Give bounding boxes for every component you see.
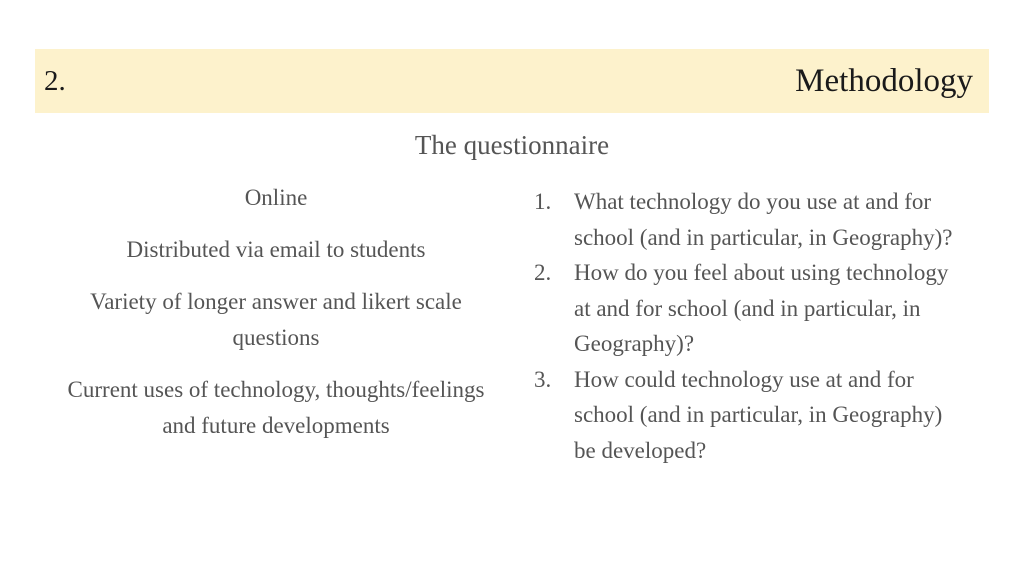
question-item [526,184,966,255]
method-point: Distributed via email to students [126,237,426,262]
question-item [526,255,966,362]
question-text: How do you feel about using technology at and for school (and in particular, in Geography)? [574,260,949,356]
section-header-bar [35,49,989,113]
method-point: Variety of longer answer and likert scale questions [90,289,462,350]
method-points-list [66,180,486,460]
question-item [526,362,966,469]
question-text: What technology do you use at and for school (and in particular, in Geography)? [574,189,953,250]
section-title: Methodology [795,63,973,99]
question-text: How could technology use at and for school (and in particular, in Geography) be developed? [574,366,943,463]
slide-subtitle: The questionnaire [414,130,610,160]
questions-list [526,184,966,468]
method-point: Current uses of technology, thoughts/feelings and future developments [67,377,485,438]
question-number: 3. [534,366,552,392]
method-point: Online [244,185,308,210]
section-number: 2. [44,65,66,97]
question-number: 2. [534,260,552,285]
question-number: 1. [534,189,552,214]
